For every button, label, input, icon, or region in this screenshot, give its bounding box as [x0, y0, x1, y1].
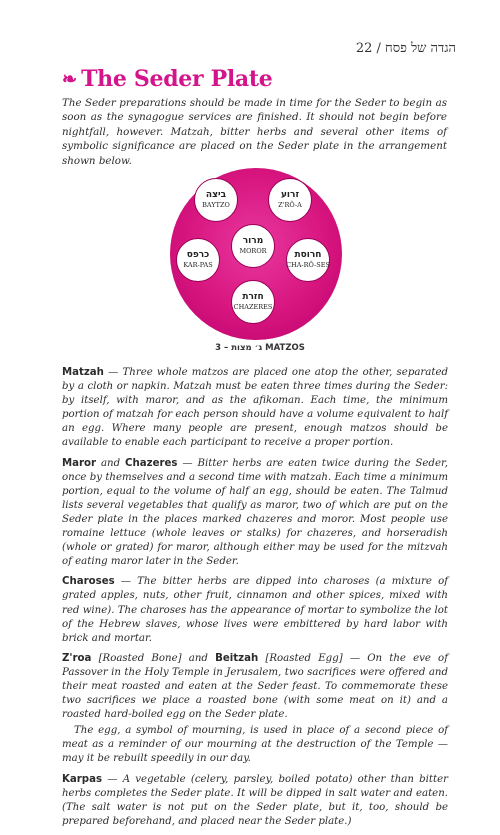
karpas-text: — A vegetable (celery, parsley, boiled potato) other than bitter herbs completes the Seder plate. It will be dipped in salt water and eaten. (The salt water is not put on the Seder plate, but it, too, should be prepared beforehand, and placed near the Seder plate.)	[62, 773, 448, 827]
plate-item-english: Z'RÔ-A	[278, 201, 302, 209]
maror-paragraph	[62, 457, 448, 570]
zroa-text: — On the eve of Passover in the Holy Temple in Jerusalem, two sacrifices were offered and their meat roasted and eaten at the Seder feast. To commemorate these two sacrifices we place a roasted bone (with some meat on it) and a roasted hard-boiled egg on the Seder plate.	[62, 652, 448, 721]
karpas-paragraph	[62, 773, 448, 829]
plate-item-english: BAYTZO	[202, 201, 230, 209]
egg-paragraph: The egg, a symbol of mourning, is used in place of a second piece of meat as a reminder of our mourning at the destruction of the Temple — may it be rebuilt speedily in our day.	[62, 725, 448, 765]
plate-item-hebrew: ביצה	[205, 190, 227, 200]
plate-item-hebrew: זרוע	[280, 190, 300, 200]
zroa-gloss: [Roasted Bone]	[98, 652, 182, 664]
section-title	[62, 66, 272, 92]
plate-item-hebrew: כרפס	[186, 250, 210, 260]
plate-item-hebrew: מרור	[242, 236, 264, 246]
plate-item-english: MOROR	[239, 247, 267, 255]
charoses-paragraph	[62, 575, 448, 645]
plate-item-karpas	[176, 238, 220, 282]
matzah-text: — Three whole matzos are placed one atop the other, separated by a cloth or napkin. Matzah must be eaten three times during the Seder: by itself, with maror, and as the afikoman. Each time, the minimum portion of matzah for each person should have a volume equivalent to half an egg. Where many people are present, enough matzos should be available to enable each participant to receive a proper portion.	[62, 367, 448, 449]
plate-item-charoses	[286, 238, 330, 282]
ornament-icon: ❧	[62, 68, 78, 90]
beitzah-gloss: [Roasted Egg]	[265, 652, 343, 664]
plate-item-hebrew: חזרת	[242, 292, 264, 302]
plate-item-english: KAR-PAS	[183, 261, 213, 269]
zroa-and: and	[188, 652, 208, 664]
plate-item-moror	[231, 224, 275, 268]
charoses-text: — The bitter herbs are dipped into charoses (a mixture of grated apples, nuts, other fruit, cinnamon and other spices, mixed with red wine). The charoses has the appearance of mortar to symbolize the lot of the Hebrew slaves, whose lives were embittered by hard labor with brick and mortar.	[62, 576, 448, 644]
maror-and: and	[100, 457, 121, 469]
maror-text: — Bitter herbs are eaten twice during the Seder, once by themselves and a second time with matzah. Each time a minimum portion, equal to the volume of half an egg, should be eaten. The Talmud lists several vegetables that qualify as maror, two of which are put on the Seder plate in the places marked chazeres and moror. Most people use romaine lettuce (whole leaves or stalks) for chazeres, and horseradish (whole or grated) for maror, although either may be used for the mitzvah of eating maror later in the Seder.	[62, 457, 448, 568]
plate-item-english: CHA-RÔ-SES	[286, 261, 330, 269]
plate-item-english: CHAZERES	[233, 303, 273, 311]
term-karpas: Karpas	[62, 773, 103, 785]
term-zroa: Z'roa	[62, 652, 92, 664]
seder-plate-diagram	[170, 168, 342, 340]
matzah-paragraph	[62, 366, 448, 451]
plate-item-chazeres	[231, 280, 275, 324]
plate-item-zroa	[268, 178, 312, 222]
term-chazeres: Chazeres	[125, 457, 178, 469]
intro-paragraph: The Seder preparations should be made in time for the Seder to begin as soon as the synagogue services are finished. It should not begin before nightfall, however. Matzah, bitter herbs and several other items of symbolic significance are placed on the Seder plate in the arrangement shown below.	[62, 97, 447, 167]
page-header: 22 / הגדה של פסח	[355, 41, 456, 56]
body-text	[62, 366, 448, 835]
title-text: The Seder Plate	[81, 66, 273, 92]
zroa-paragraph	[62, 652, 448, 722]
term-maror: Maror	[62, 457, 97, 469]
plate-caption: ג׳ מצות – 3 MATZOS	[215, 343, 305, 353]
plate-item-hebrew: חרוסת	[294, 250, 322, 260]
term-beitzah: Beitzah	[215, 652, 259, 664]
term-charoses: Charoses	[62, 576, 115, 588]
term-matzah: Matzah	[62, 367, 104, 378]
plate-item-baytzo	[194, 178, 238, 222]
